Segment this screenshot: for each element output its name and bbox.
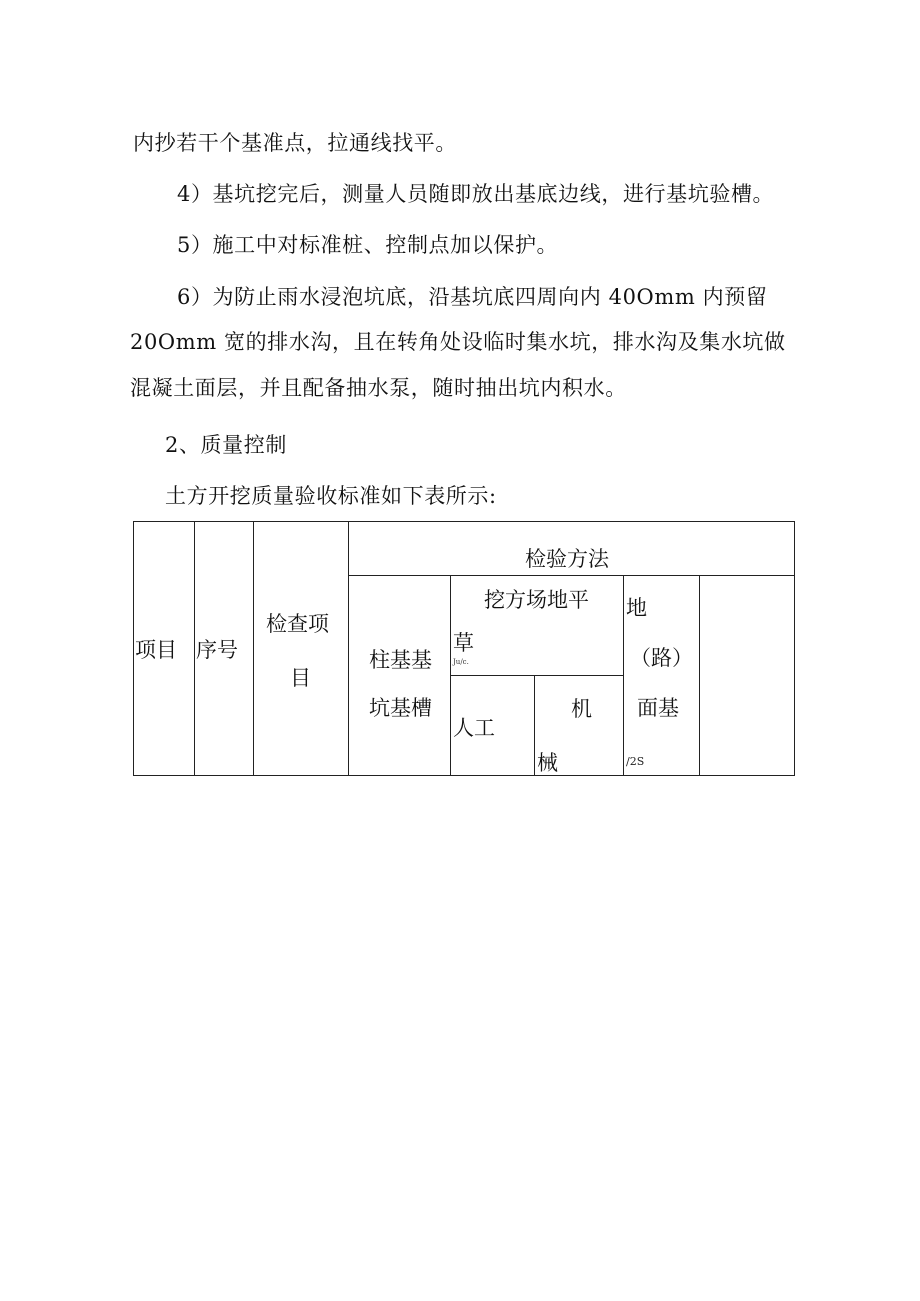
header-site-line2: 草 <box>453 631 474 655</box>
header-pit-line1: 柱基基 <box>369 648 432 672</box>
header-road-small-mark: /2S <box>626 755 645 768</box>
paragraph-line-1: 内抄若干个基准点，拉通线找平。 <box>133 131 457 155</box>
header-seq-label: 序号 <box>196 638 238 662</box>
header-cell-machine <box>534 675 623 776</box>
section-heading: 2、质量控制 <box>165 433 287 457</box>
header-cell-seq <box>194 521 253 776</box>
paragraph-item-5: 5）施工中对标准桩、控制点加以保护。 <box>177 233 559 257</box>
header-cell-pit <box>348 575 450 776</box>
paragraph-item-6-cont-2: 混凝土面层，并且配备抽水泵，随时抽出坑内积水。 <box>130 376 627 400</box>
header-site-line1: 挖方场地平 <box>484 588 589 612</box>
header-manual-label: 人工 <box>453 716 495 740</box>
table-intro: 土方开挖质量验收标准如下表所示: <box>165 484 497 508</box>
header-machine-line2: 械 <box>537 751 558 775</box>
header-road-line1: 地 <box>626 596 647 620</box>
header-cell-road-base <box>623 575 699 776</box>
header-site-small-mark: Ju/c. <box>453 658 469 666</box>
header-cell-check-item <box>253 521 348 776</box>
paragraph-item-4: 4）基坑挖完后，测量人员随即放出基底边线，进行基坑验槽。 <box>177 182 775 206</box>
header-road-line2: （路） <box>630 646 693 670</box>
header-check-line1: 检查项 <box>266 612 329 636</box>
quality-standard-table <box>133 521 795 776</box>
header-cell-method <box>348 521 795 575</box>
header-pit-line2: 坑基槽 <box>369 696 432 720</box>
header-road-line3: 面基 <box>637 696 679 720</box>
header-check-line2: 目 <box>290 666 311 690</box>
header-item-label: 项目 <box>135 638 177 662</box>
header-cell-empty <box>699 575 795 776</box>
header-machine-line1: 机 <box>571 697 592 721</box>
paragraph-item-6-cont-1: 20Omm 宽的排水沟，且在转角处设临时集水坑，排水沟及集水坑做 <box>130 330 786 354</box>
header-method-label: 检验方法 <box>525 547 609 571</box>
header-cell-manual <box>450 675 534 776</box>
paragraph-item-6: 6）为防止雨水浸泡坑底，沿基坑底四周向内 40Omm 内预留 <box>177 285 768 309</box>
header-cell-site-leveling <box>450 575 623 675</box>
header-cell-item <box>133 521 194 776</box>
